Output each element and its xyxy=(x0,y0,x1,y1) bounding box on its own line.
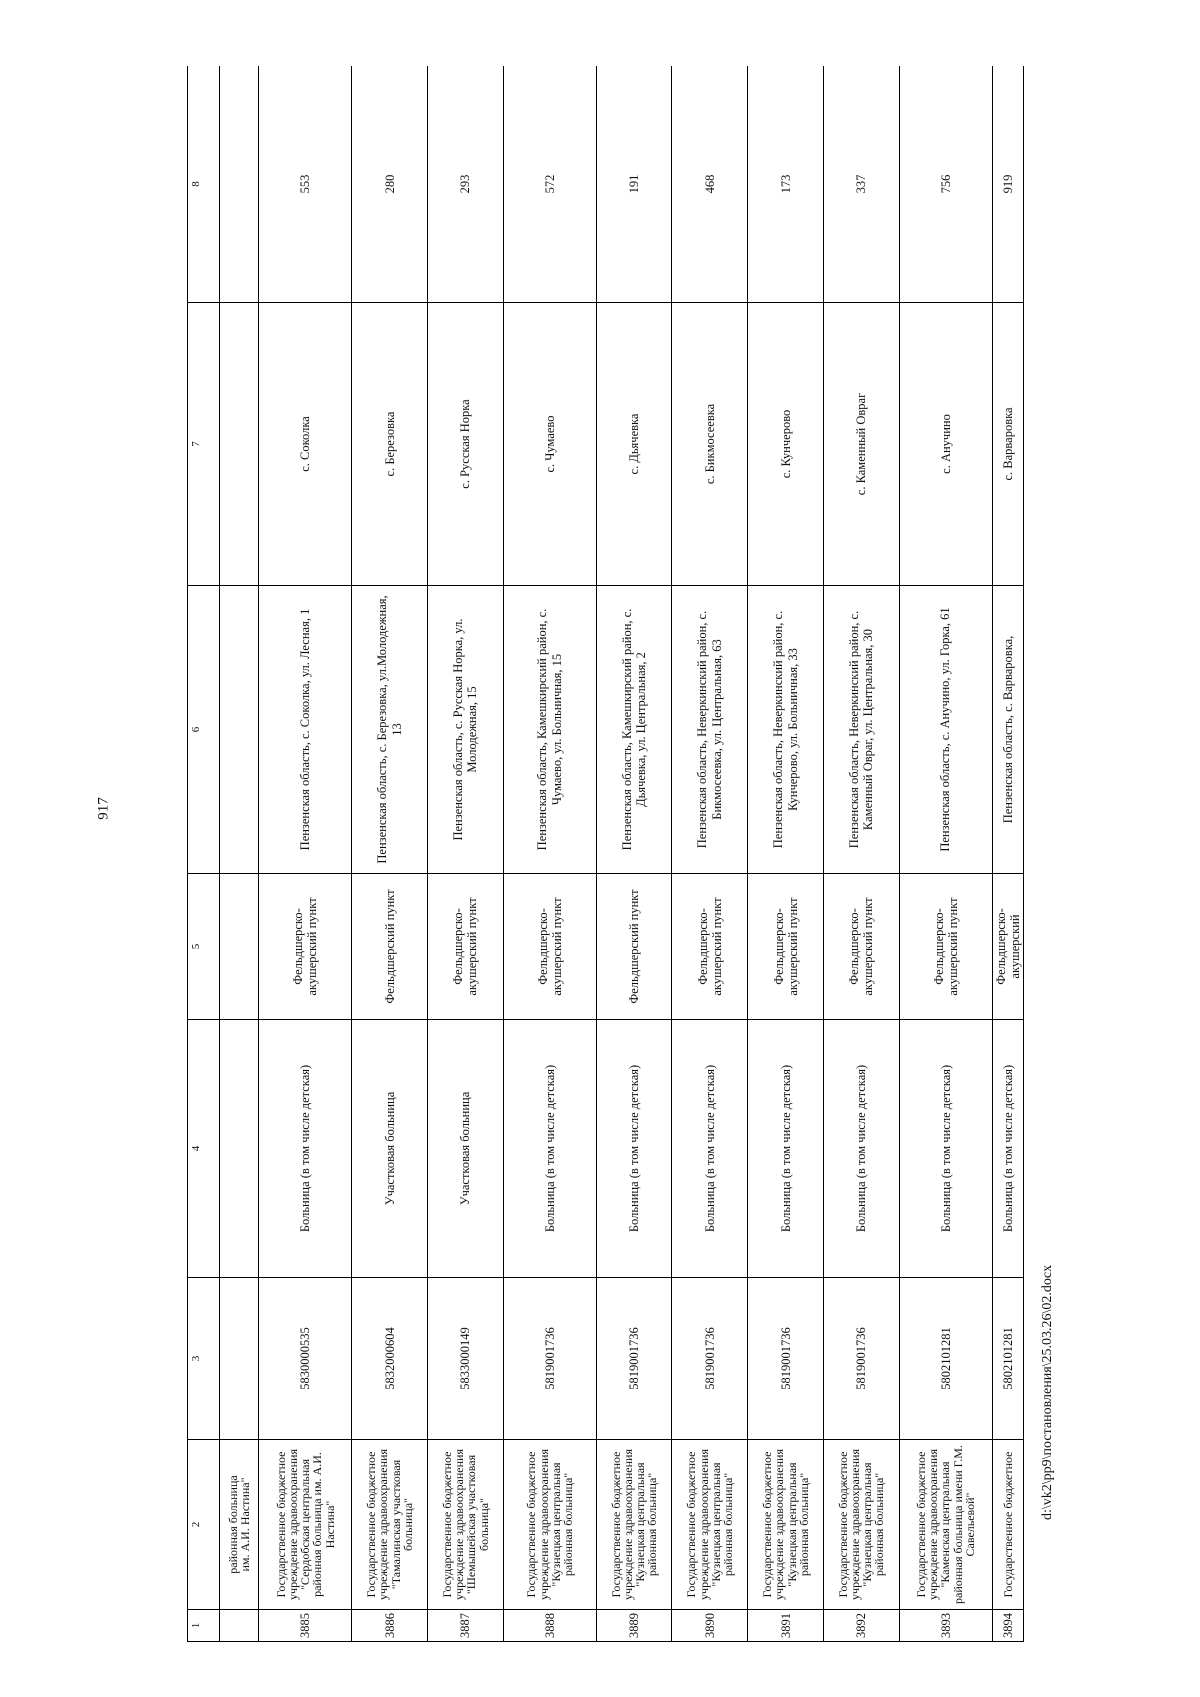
cell-locality: с. Дьячевка xyxy=(596,303,672,586)
cell-unit: Фельдшерско-акушерский пункт xyxy=(428,874,504,1020)
column-header-row xyxy=(188,66,220,1642)
cell-unit: Фельдшерско-акушерский пункт xyxy=(899,874,992,1020)
cell-unit: Фельдшерский пункт xyxy=(352,874,428,1020)
cell-name: районная больница им. А.И. Настина" xyxy=(220,1440,259,1610)
cell-inn: 5833000149 xyxy=(428,1278,504,1440)
registry-table-area xyxy=(187,66,1024,1642)
cell-address: Пензенская область, Неверкинский район, с. Бикмосеевка, ул. Центральная, 63 xyxy=(672,586,748,874)
cell-count: 280 xyxy=(352,66,428,303)
cell-inn: 5802101281 xyxy=(899,1278,992,1440)
table-row xyxy=(428,66,504,1642)
column-header: 2 xyxy=(188,1440,220,1610)
column-header: 7 xyxy=(188,303,220,586)
cell-type: Больница (в том числе детская) xyxy=(503,1020,596,1278)
cell-address: Пензенская область, с. Соколка, ул. Лесная, 1 xyxy=(259,586,352,874)
cell-unit: Фельдшерско-акушерский пункт xyxy=(503,874,596,1020)
column-header: 8 xyxy=(188,66,220,303)
cell-locality: с. Варваровка xyxy=(992,303,1023,586)
cell-type: Участковая больница xyxy=(428,1020,504,1278)
cell-count: 468 xyxy=(672,66,748,303)
table-row xyxy=(899,66,992,1642)
cell-locality: с. Анучино xyxy=(899,303,992,586)
cell-count: 173 xyxy=(748,66,824,303)
table-row xyxy=(352,66,428,1642)
cell-num: 3894 xyxy=(992,1610,1023,1642)
cell-num: 3891 xyxy=(748,1610,824,1642)
cell-count: 756 xyxy=(899,66,992,303)
cell-type: Больница (в том числе детская) xyxy=(259,1020,352,1278)
cell-address: Пензенская область, с. Березовка, ул.Молодежная, 13 xyxy=(352,586,428,874)
cell-inn: 5830000535 xyxy=(259,1278,352,1440)
table-row xyxy=(992,66,1023,1642)
cell-type xyxy=(220,1020,259,1278)
cell-count: 337 xyxy=(823,66,899,303)
rotated-page-content xyxy=(187,66,1024,1642)
cell-inn: 5819001736 xyxy=(596,1278,672,1440)
cell-address: Пензенская область, Камешкирский район, с. Чумаево, ул. Больничная, 15 xyxy=(503,586,596,874)
cell-num: 3893 xyxy=(899,1610,992,1642)
cell-type: Больница (в том числе детская) xyxy=(672,1020,748,1278)
table-row xyxy=(823,66,899,1642)
cell-inn: 5819001736 xyxy=(823,1278,899,1440)
column-header: 3 xyxy=(188,1278,220,1440)
cell-unit xyxy=(220,874,259,1020)
cell-num: 3890 xyxy=(672,1610,748,1642)
cell-num: 3889 xyxy=(596,1610,672,1642)
cell-unit: Фельдшерско-акушерский пункт xyxy=(823,874,899,1020)
cell-address: Пензенская область, с. Русская Норка, ул. Молодежная, 15 xyxy=(428,586,504,874)
cell-name: Государственное бюджетное учреждение здравоохранения "Кузнецкая центральная районная больница" xyxy=(748,1440,824,1610)
cell-type: Больница (в том числе детская) xyxy=(823,1020,899,1278)
cell-locality: с. Березовка xyxy=(352,303,428,586)
column-header: 6 xyxy=(188,586,220,874)
cell-name: Государственное бюджетное учреждение здравоохранения "Кузнецкая центральная районная больница" xyxy=(823,1440,899,1610)
column-header: 1 xyxy=(188,1610,220,1642)
cell-inn: 5832000604 xyxy=(352,1278,428,1440)
cell-num: 3888 xyxy=(503,1610,596,1642)
cell-locality xyxy=(220,303,259,586)
cell-address: Пензенская область, Неверкинский район, с. Каменный Овраг, ул. Центральная, 30 xyxy=(823,586,899,874)
cell-num: 3887 xyxy=(428,1610,504,1642)
footer-file-path: d:\vk2\pp9\постановления\25.03.26\02.docx xyxy=(1040,1264,1055,1520)
registry-table xyxy=(187,66,1024,1642)
cell-name: Государственное бюджетное учреждение здравоохранения "Кузнецкая центральная районная больница" xyxy=(503,1440,596,1610)
cell-count: 293 xyxy=(428,66,504,303)
continuation-row xyxy=(220,66,259,1642)
cell-name: Государственное бюджетное учреждение здравоохранения "Кузнецкая центральная районная больница" xyxy=(672,1440,748,1610)
cell-address: Пензенская область, с. Анучино, ул. Горка, 61 xyxy=(899,586,992,874)
cell-name: Государственное бюджетное учреждение здравоохранения "Сердобская центральная районная больница им. А.И. Настина" xyxy=(259,1440,352,1610)
cell-unit: Фельдшерско-акушерский пункт xyxy=(748,874,824,1020)
cell-unit: Фельдшерско-акушерский пункт xyxy=(672,874,748,1020)
cell-unit: Фельдшерско-акушерский пункт xyxy=(259,874,352,1020)
table-row xyxy=(672,66,748,1642)
cell-type: Участковая больница xyxy=(352,1020,428,1278)
cell-name: Государственное бюджетное учреждение здравоохранения "Шемышейская участковая больница" xyxy=(428,1440,504,1610)
cell-address: Пензенская область, Неверкинский район, с. Кунчерово, ул. Больничная, 33 xyxy=(748,586,824,874)
cell-inn: 5819001736 xyxy=(748,1278,824,1440)
cell-num xyxy=(220,1610,259,1642)
cell-inn xyxy=(220,1278,259,1440)
cell-type: Больница (в том числе детская) xyxy=(596,1020,672,1278)
cell-unit: Фельдшерский пункт xyxy=(596,874,672,1020)
cell-address xyxy=(220,586,259,874)
page-number: 917 xyxy=(95,797,112,820)
cell-locality: с. Кунчерово xyxy=(748,303,824,586)
column-header: 4 xyxy=(188,1020,220,1278)
cell-name: Государственное бюджетное xyxy=(992,1440,1023,1610)
cell-name: Государственное бюджетное учреждение здравоохранения "Кузнецкая центральная районная больница" xyxy=(596,1440,672,1610)
cell-num: 3892 xyxy=(823,1610,899,1642)
cell-inn: 5802101281 xyxy=(992,1278,1023,1440)
cell-locality: с. Бикмосеевка xyxy=(672,303,748,586)
cell-num: 3885 xyxy=(259,1610,352,1642)
cell-count: 191 xyxy=(596,66,672,303)
cell-name: Государственное бюджетное учреждение здравоохранения "Каменская центральная районная больница имени Г.М. Савельевой" xyxy=(899,1440,992,1610)
table-row xyxy=(259,66,352,1642)
cell-locality: с. Соколка xyxy=(259,303,352,586)
cell-count: 919 xyxy=(992,66,1023,303)
column-header: 5 xyxy=(188,874,220,1020)
cell-unit: Фельдшерско-акушерский xyxy=(992,874,1023,1020)
cell-locality: с. Каменный Овраг xyxy=(823,303,899,586)
cell-name: Государственное бюджетное учреждение здравоохранения "Тамалинская участковая больница" xyxy=(352,1440,428,1610)
cell-address: Пензенская область, с. Варваровка, xyxy=(992,586,1023,874)
cell-count: 553 xyxy=(259,66,352,303)
cell-inn: 5819001736 xyxy=(503,1278,596,1440)
cell-locality: с. Русская Норка xyxy=(428,303,504,586)
cell-type: Больница (в том числе детская) xyxy=(748,1020,824,1278)
table-row xyxy=(503,66,596,1642)
cell-type: Больница (в том числе детская) xyxy=(992,1020,1023,1278)
table-row xyxy=(596,66,672,1642)
cell-type: Больница (в том числе детская) xyxy=(899,1020,992,1278)
table-row xyxy=(748,66,824,1642)
cell-num: 3886 xyxy=(352,1610,428,1642)
cell-address: Пензенская область, Камешкирский район, с. Дьячевка, ул. Центральная, 2 xyxy=(596,586,672,874)
cell-count: 572 xyxy=(503,66,596,303)
cell-locality: с. Чумаево xyxy=(503,303,596,586)
cell-count xyxy=(220,66,259,303)
cell-inn: 5819001736 xyxy=(672,1278,748,1440)
